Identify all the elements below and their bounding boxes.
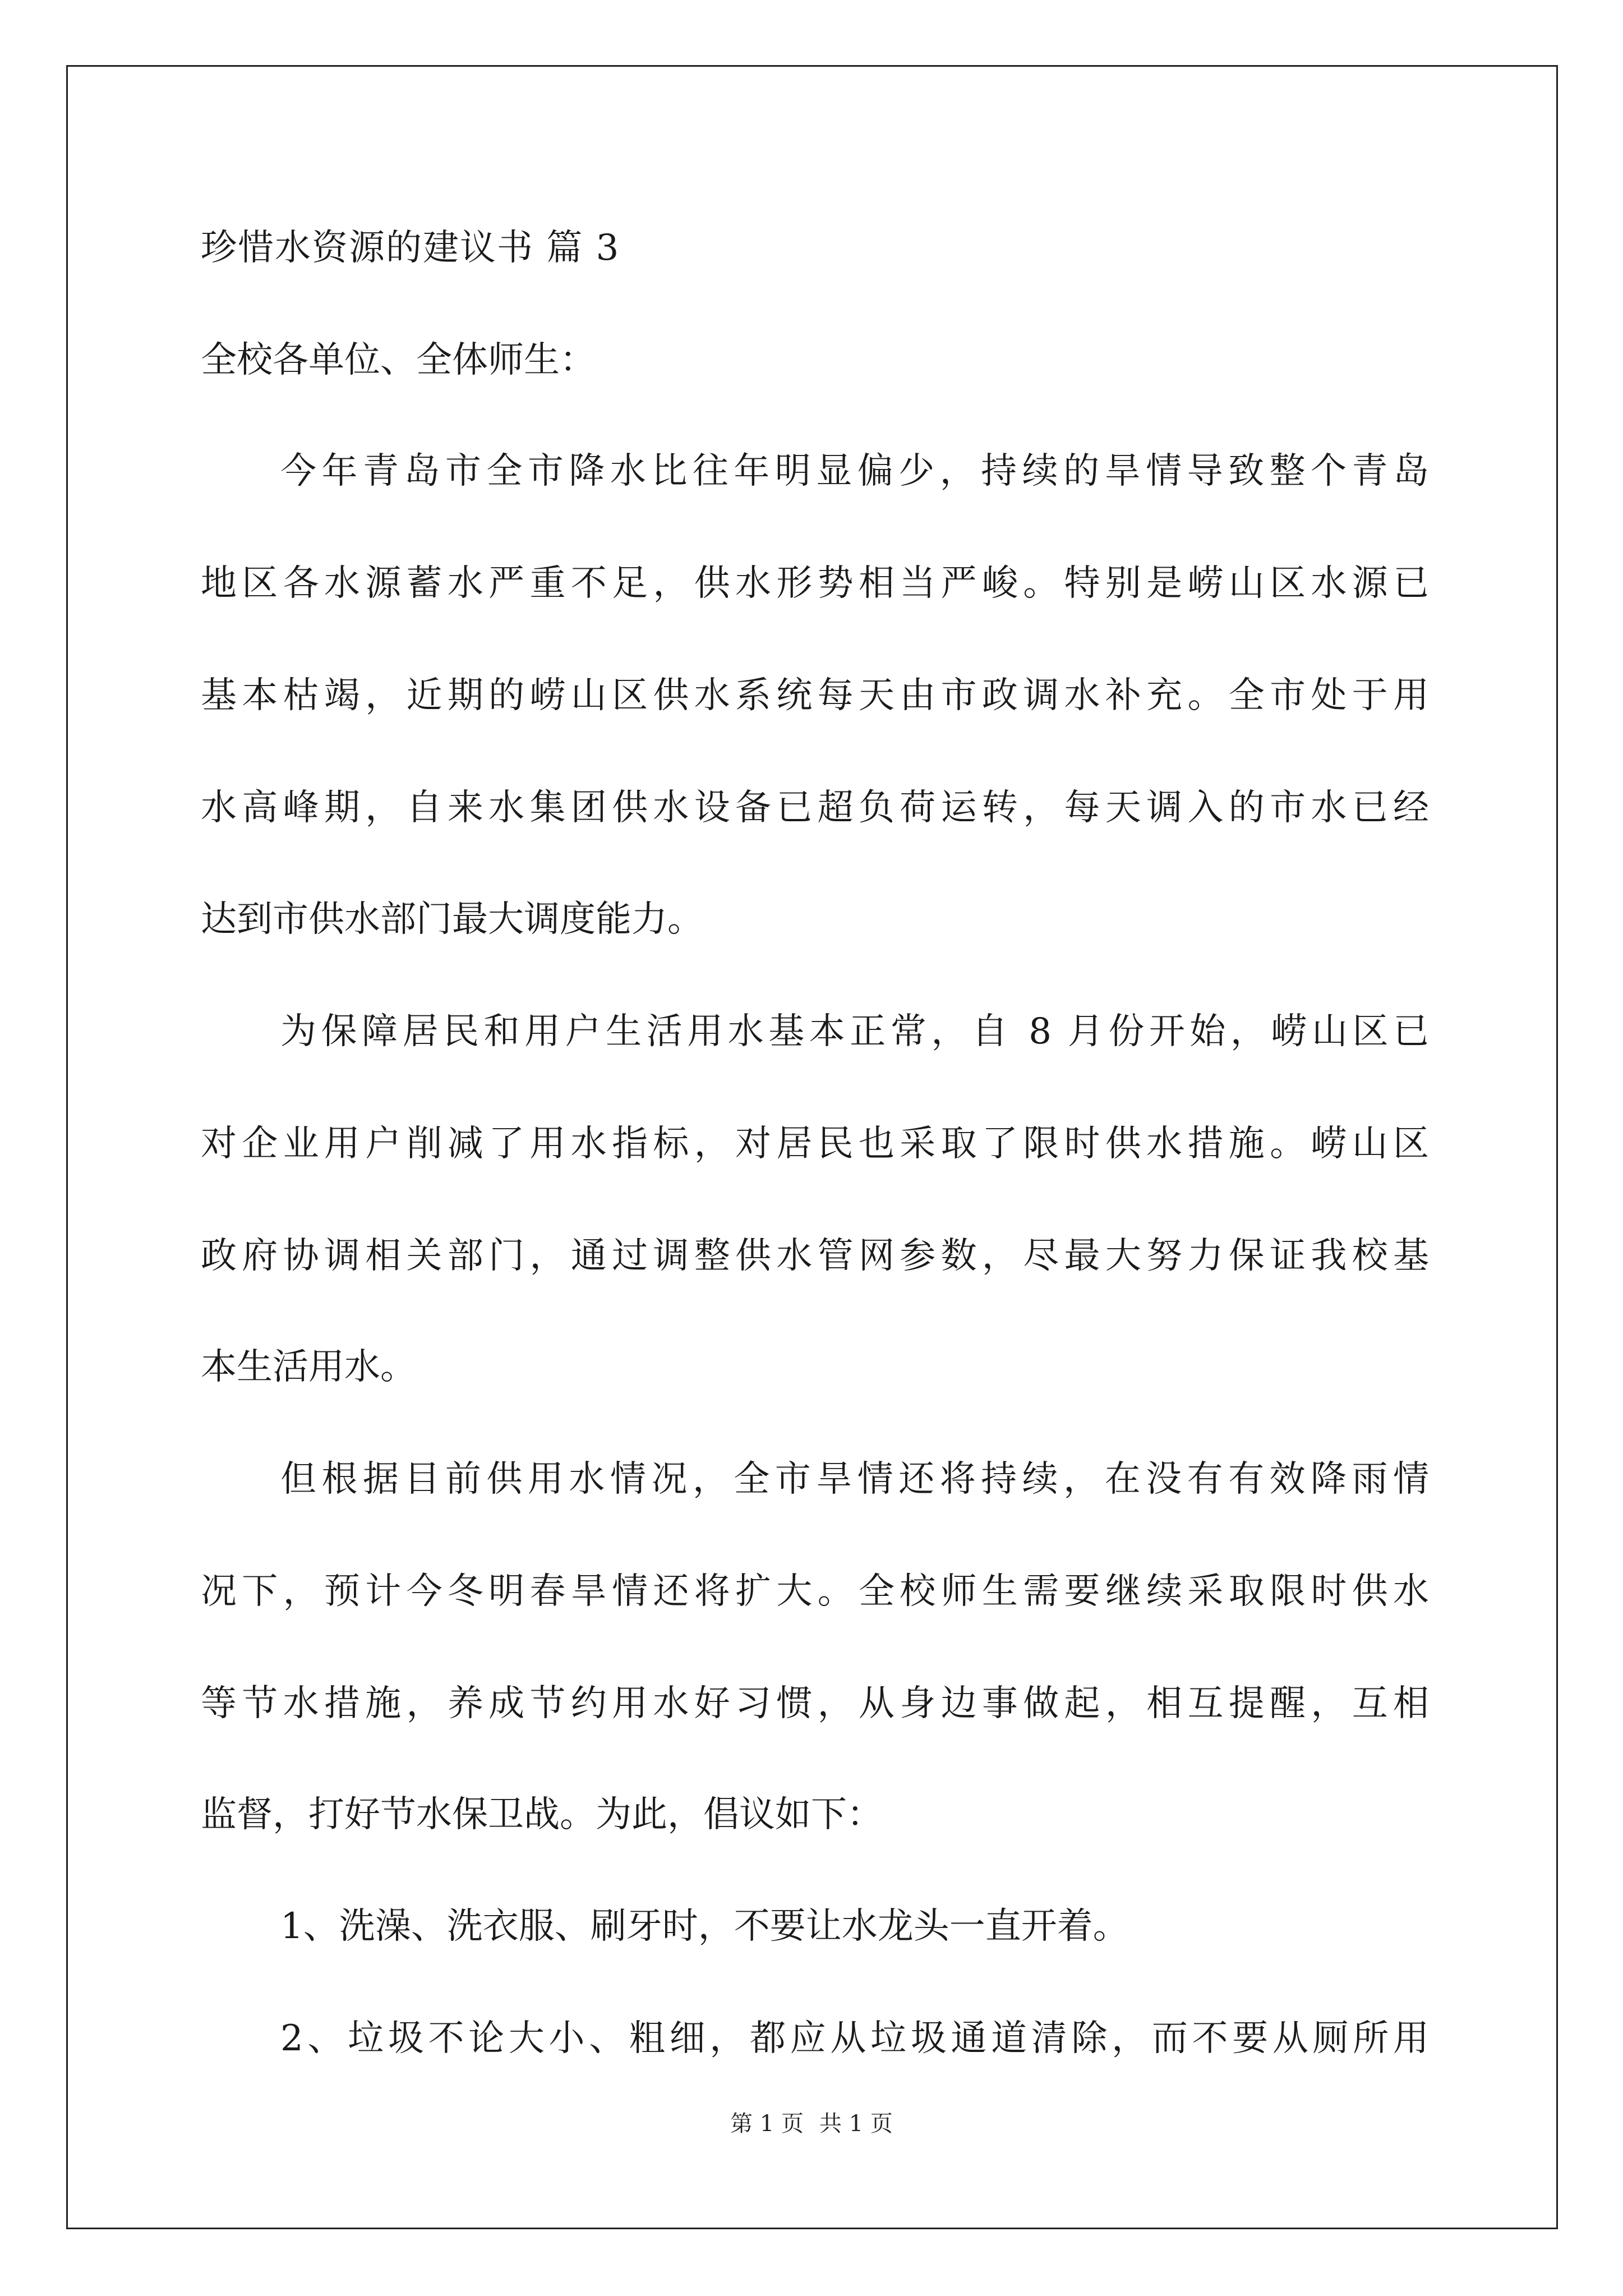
body-line-5: 达到市供水部门最大调度能力。 [201, 899, 703, 940]
body-line-2: 地区各水源蓄水严重不足，供水形势相当严峻。特别是崂山区水源已 [201, 563, 1429, 604]
body-line-11: 况下，预计今冬明春旱情还将扩大。全校师生需要继续采取限时供水 [201, 1571, 1429, 1612]
body-line-14: 1、洗澡、洗衣服、刷牙时，不要让水龙头一直开着。 [280, 1906, 1129, 1947]
body-line-7: 对企业用户削减了用水指标，对居民也采取了限时供水措施。崂山区 [201, 1123, 1429, 1165]
document-title: 珍惜水资源的建议书 篇 3 [201, 227, 620, 269]
page-footer [0, 2113, 1623, 2135]
body-line-8: 政府协调相关部门，通过调整供水管网参数，尽最大努力保证我校基 [201, 1235, 1429, 1277]
body-line-12: 等节水措施，养成节约用水好习惯，从身边事做起，相互提醒，互相 [201, 1683, 1429, 1724]
page-number-current: 第 1 页 [730, 2111, 804, 2137]
body-line-3: 基本枯竭，近期的崂山区供水系统每天由市政调水补充。全市处于用 [201, 675, 1429, 716]
page-number-total: 共 1 页 [819, 2111, 893, 2137]
greeting: 全校各单位、全体师生： [201, 339, 596, 381]
body-line-10: 但根据目前供用水情况，全市旱情还将持续，在没有有效降雨情 [280, 1458, 1429, 1500]
body-line-4: 水高峰期，自来水集团供水设备已超负荷运转，每天调入的市水已经 [201, 787, 1429, 829]
body-line-6: 为保障居民和用户生活用水基本正常，自 8 月份开始，崂山区已 [280, 1011, 1429, 1052]
body-line-1: 今年青岛市全市降水比往年明显偏少，持续的旱情导致整个青岛 [280, 450, 1429, 492]
body-line-9: 本生活用水。 [201, 1346, 416, 1388]
body-line-13: 监督，打好节水保卫战。为此，倡议如下： [201, 1794, 883, 1835]
body-line-15: 2、垃圾不论大小、粗细，都应从垃圾通道清除，而不要从厕所用 [280, 2018, 1429, 2059]
